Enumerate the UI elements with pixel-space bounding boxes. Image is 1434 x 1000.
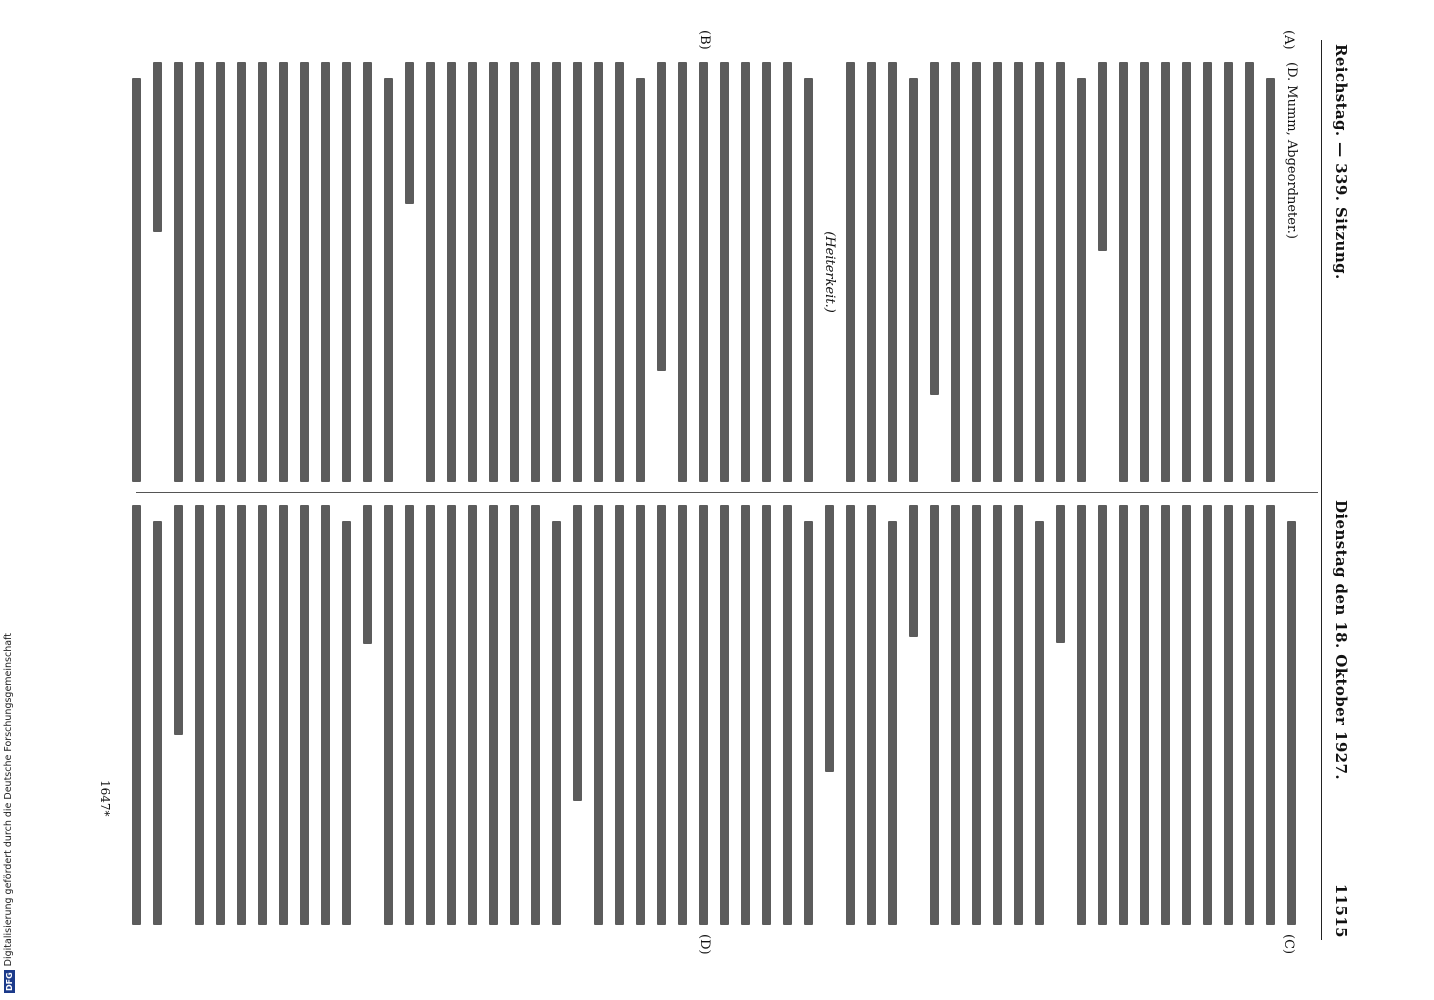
- margin-mark-d: (D): [697, 934, 712, 955]
- text-line: [741, 62, 750, 482]
- stage-direction: (Heiterkeit.): [822, 231, 837, 313]
- text-line: [1182, 62, 1191, 482]
- text-line: [195, 505, 204, 925]
- text-line: [1161, 62, 1170, 482]
- text-line: [1119, 505, 1128, 925]
- text-line: [426, 62, 435, 482]
- text-line: [867, 62, 876, 482]
- text-line: [1245, 505, 1254, 925]
- text-line: [909, 505, 918, 637]
- text-line: [468, 62, 477, 482]
- text-line: [363, 505, 372, 644]
- text-line: [1182, 505, 1191, 925]
- text-line: [1077, 505, 1086, 925]
- text-line: [1098, 505, 1107, 925]
- text-column-right: [132, 505, 1302, 925]
- text-line: [1014, 62, 1023, 482]
- text-line: [531, 505, 540, 925]
- text-line: [1266, 78, 1275, 482]
- text-line: [237, 505, 246, 925]
- text-line: [573, 505, 582, 801]
- text-line: [846, 62, 855, 482]
- dfg-logo: DFG: [4, 972, 14, 991]
- text-line: [930, 62, 939, 395]
- text-line: [1266, 505, 1275, 925]
- text-line: [552, 521, 561, 925]
- text-line: [993, 62, 1002, 482]
- text-line: [657, 505, 666, 925]
- page-number: 11515: [1332, 883, 1350, 938]
- digitization-note-text: Digitalisierung gefördert durch die Deutsche Forschungsgemeinschaft: [3, 633, 14, 967]
- text-line: [258, 505, 267, 925]
- text-line: [1098, 62, 1107, 251]
- margin-mark-a: (A): [1281, 30, 1296, 50]
- header-rule: [1321, 40, 1322, 940]
- text-line: [300, 505, 309, 925]
- text-line: [405, 505, 414, 925]
- speaker-line: (D. Mumm, Abgeordneter.): [1284, 62, 1299, 239]
- text-line: [1035, 521, 1044, 925]
- text-line: [720, 505, 729, 925]
- text-line: [1056, 62, 1065, 482]
- text-line: [258, 62, 267, 482]
- text-line: [699, 505, 708, 925]
- text-line: [384, 78, 393, 482]
- text-line: [951, 505, 960, 925]
- text-line: [552, 62, 561, 482]
- text-line: [1203, 505, 1212, 925]
- text-line: [594, 505, 603, 925]
- text-line: [1056, 505, 1065, 643]
- text-line: [1077, 78, 1086, 482]
- text-line: [384, 505, 393, 925]
- text-line: [636, 505, 645, 925]
- text-line: [447, 62, 456, 482]
- text-line: [615, 505, 624, 925]
- text-line: [132, 78, 141, 482]
- text-line: [846, 505, 855, 925]
- text-line: [804, 521, 813, 925]
- text-line: [195, 62, 204, 482]
- signature-mark: 1647*: [98, 780, 112, 817]
- text-line: [405, 62, 414, 204]
- text-line: [657, 62, 666, 371]
- text-line: [699, 62, 708, 482]
- text-line: [489, 505, 498, 925]
- margin-mark-c: (C): [1281, 934, 1296, 955]
- text-line: [678, 62, 687, 482]
- text-line: [972, 505, 981, 925]
- text-line: [153, 521, 162, 925]
- text-line: [510, 62, 519, 482]
- column-divider: [136, 492, 1318, 493]
- text-line: [951, 62, 960, 482]
- text-line: [153, 62, 162, 232]
- text-line: [888, 62, 897, 482]
- text-line: [342, 62, 351, 482]
- text-line: [132, 505, 141, 925]
- text-line: [174, 505, 183, 735]
- text-line: [468, 505, 477, 925]
- text-line: [573, 62, 582, 482]
- text-line: [1224, 505, 1233, 925]
- digitization-note: [2, 601, 16, 993]
- text-line: [678, 505, 687, 925]
- text-line: [909, 78, 918, 482]
- text-line: [1140, 62, 1149, 482]
- text-line: [1161, 505, 1170, 925]
- text-line: [237, 62, 246, 482]
- text-line: [1203, 62, 1212, 482]
- text-line: [216, 62, 225, 482]
- text-line: [615, 62, 624, 482]
- text-line: [321, 62, 330, 482]
- text-line: [279, 62, 288, 482]
- text-line: [930, 505, 939, 925]
- text-line: [804, 78, 813, 482]
- text-line: [489, 62, 498, 482]
- text-line: [762, 62, 771, 482]
- text-line: [1245, 62, 1254, 482]
- text-line: [741, 505, 750, 925]
- text-line: [1224, 62, 1233, 482]
- text-line: [216, 505, 225, 925]
- text-line: [447, 505, 456, 925]
- text-line: [636, 78, 645, 482]
- text-line: [531, 62, 540, 482]
- text-line: [594, 62, 603, 482]
- text-line: [1140, 505, 1149, 925]
- text-line: [762, 505, 771, 925]
- text-line: [300, 62, 309, 482]
- text-line: [867, 505, 876, 925]
- header-date: Dienstag den 18. Oktober 1927.: [1332, 500, 1350, 780]
- text-line: [279, 505, 288, 925]
- text-line: [1035, 62, 1044, 482]
- margin-mark-b: (B): [697, 30, 712, 50]
- text-line: [426, 505, 435, 925]
- text-line: [1119, 62, 1128, 482]
- text-line: [1287, 521, 1296, 925]
- header-session: Reichstag. — 339. Sitzung.: [1332, 44, 1350, 280]
- text-line: [825, 505, 834, 772]
- text-line: [1014, 505, 1023, 925]
- text-line: [363, 62, 372, 482]
- text-line: [510, 505, 519, 925]
- text-line: [720, 62, 729, 482]
- text-line: [783, 62, 792, 482]
- text-line: [783, 505, 792, 925]
- text-line: [993, 505, 1002, 925]
- text-line: [174, 62, 183, 482]
- text-line: [888, 521, 897, 925]
- text-line: [321, 505, 330, 925]
- text-line: [972, 62, 981, 482]
- text-column-left: [132, 62, 1302, 482]
- text-line: [342, 521, 351, 925]
